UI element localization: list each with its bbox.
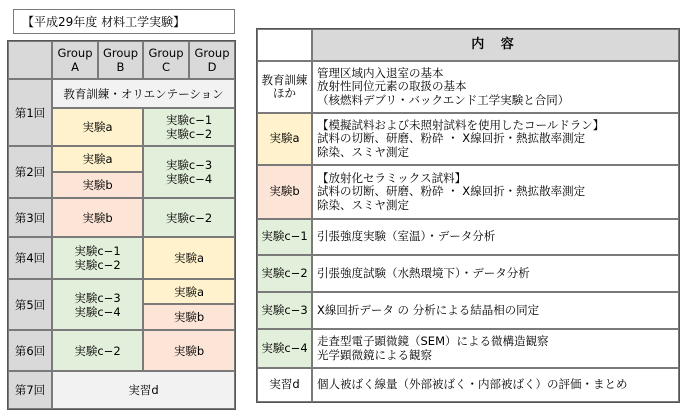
- r2-cd-cell: 実験c−3 実験c−4: [143, 146, 235, 198]
- content-practice-d: 個人被ばく線量（外部被ばく・内部被ばく）の評価・まとめ: [312, 368, 679, 402]
- session-7-label: 第7回: [8, 371, 52, 409]
- content-experiment-c3: X線回折データ の 分析による結晶相の同定: [312, 292, 679, 329]
- r4-cd-cell: 実験a: [143, 237, 235, 279]
- left-table-title: 【平成29年度 材料工学実験】: [13, 9, 235, 34]
- session-3-label: 第3回: [8, 198, 52, 237]
- label-practice-d: 実習d: [257, 368, 312, 402]
- r3-ab-cell: 実験b: [52, 198, 143, 237]
- r1-ab-cell: 実験a: [52, 108, 143, 146]
- r5-cd-bottom-cell: 実験b: [143, 304, 235, 330]
- content-experiment-c1: 引張強度実験（室温）・データ分析: [312, 219, 679, 255]
- r5-cd-top-cell: 実験a: [143, 279, 235, 304]
- group-d-header: Group D: [189, 41, 235, 79]
- label-experiment-c2: 実験c−2: [257, 255, 312, 292]
- group-c-header: Group C: [143, 41, 189, 79]
- corner-cell: [8, 41, 52, 79]
- content-header-corner: [257, 29, 312, 61]
- session-2-label: 第2回: [8, 146, 52, 198]
- group-b-header: Group B: [98, 41, 143, 79]
- content-experiment-b: 【放射化セラミックス試料】 試料の切断、研磨、粉砕 ・ X線回折・熱拡散率測定 除染、スミヤ測定: [312, 165, 679, 219]
- label-experiment-c4: 実験c−4: [257, 329, 312, 368]
- session-5-label: 第5回: [8, 279, 52, 330]
- label-experiment-c1: 実験c−1: [257, 219, 312, 255]
- r1-cd-cell: 実験c−1 実験c−2: [143, 108, 235, 146]
- label-experiment-c3: 実験c−3: [257, 292, 312, 329]
- orientation-cell: 教育訓練・オリエンテーション: [52, 79, 235, 108]
- session-6-label: 第6回: [8, 330, 52, 371]
- r6-ab-cell: 実験c−2: [52, 330, 143, 371]
- label-training: 教育訓練 ほか: [257, 61, 312, 113]
- content-experiment-c2: 引張強度試験（水熱環境下）・データ分析: [312, 255, 679, 292]
- content-header: 内 容: [312, 29, 679, 61]
- r2-ab-bottom-cell: 実験b: [52, 172, 143, 198]
- r3-cd-cell: 実験c−2: [143, 198, 235, 237]
- session-1-label: 第1回: [8, 79, 52, 146]
- session-4-label: 第4回: [8, 237, 52, 279]
- r6-cd-cell: 実験b: [143, 330, 235, 371]
- group-a-header: Group A: [52, 41, 98, 79]
- r4-ab-cell: 実験c−1 実験c−2: [52, 237, 143, 279]
- label-experiment-b: 実験b: [257, 165, 312, 219]
- content-experiment-a: 【模擬試料および未照射試料を使用したコールドラン】 試料の切断、研磨、粉砕 ・ X線回折・熱拡散率測定 除染、スミヤ測定: [312, 113, 679, 165]
- content-experiment-c4: 走査型電子顕微鏡（SEM）による微構造観察 光学顕微鏡による観察: [312, 329, 679, 368]
- practice-d-cell: 実習d: [52, 371, 235, 409]
- r2-ab-top-cell: 実験a: [52, 146, 143, 172]
- label-experiment-a: 実験a: [257, 113, 312, 165]
- content-training: 管理区域内入退室の基本 放射性同位元素の取扱の基本 （核燃料デブリ・バックエンド工学実験と合同）: [312, 61, 679, 113]
- r5-ab-cell: 実験c−3 実験c−4: [52, 279, 143, 330]
